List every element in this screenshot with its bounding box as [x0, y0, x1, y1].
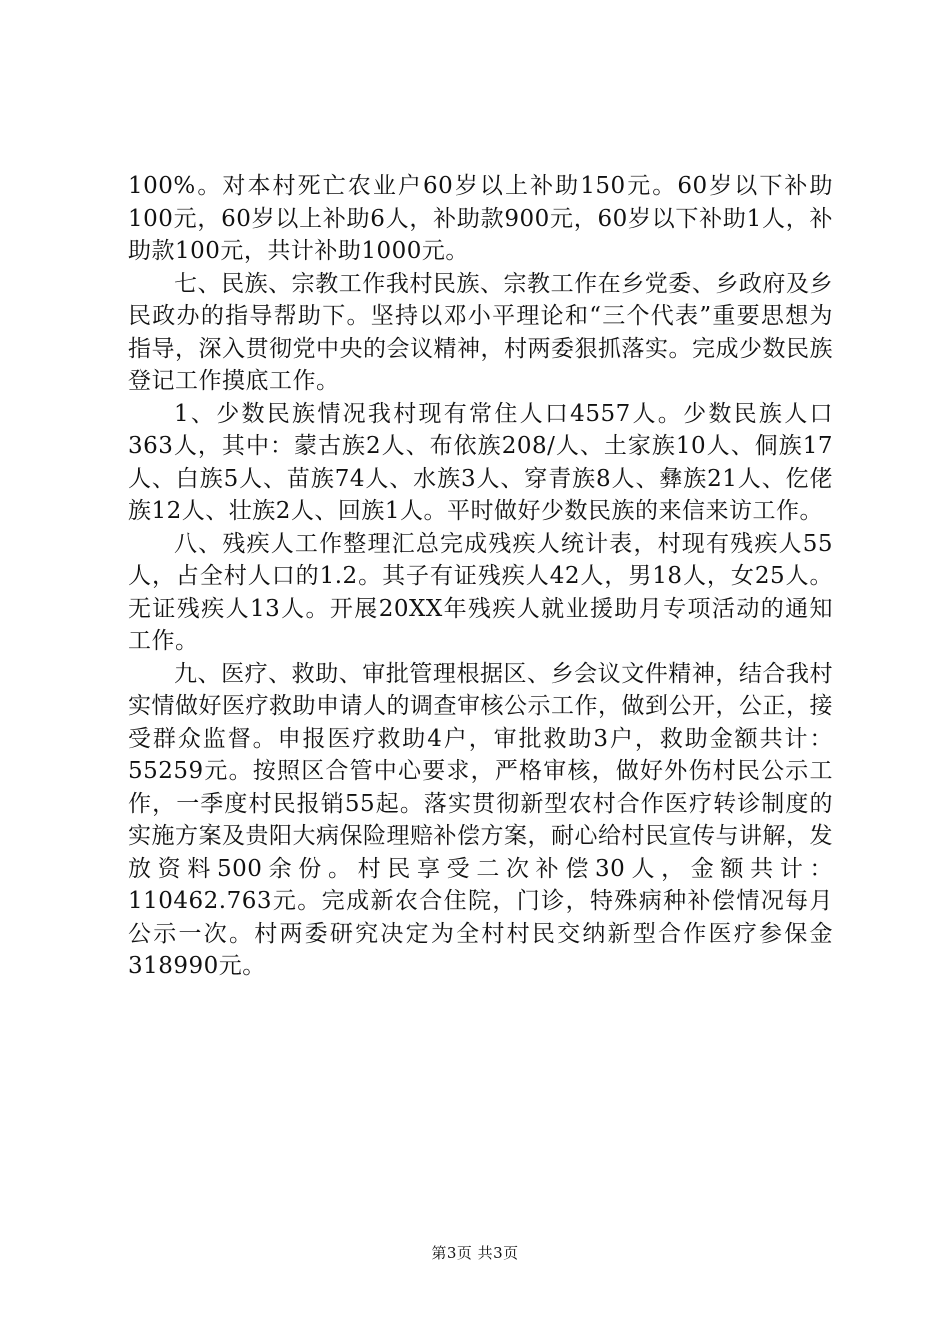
- paragraph-minority-statistics: 1、少数民族情况我村现有常住人口4557人。少数民族人口363人，其中：蒙古族2人、布依族208/人、土家族10人、侗族17人、白族5人、苗族74人、水族3人、穿青族8人、彝族21人、仡佬族12人、壮族2人、回族1人。平时做好少数民族的来信来访工作。: [128, 400, 833, 524]
- page-number-footer: 第3页 共3页: [431, 1244, 519, 1262]
- paragraph-ethnic-religious-work: 七、民族、宗教工作我村民族、宗教工作在乡党委、乡政府及乡民政办的指导帮助下。坚持以邓小平理论和“三个代表”重要思想为指导，深入贯彻党中央的会议精神，村两委狠抓落实。完成少数民族登记工作摸底工作。: [128, 270, 833, 394]
- paragraph-continuation: 100%。对本村死亡农业户60岁以上补助150元。60岁以下补助100元，60岁以上补助6人，补助款900元，60岁以下补助1人，补助款100元，共计补助1000元。: [128, 173, 833, 264]
- paragraph-medical-aid: 九、医疗、救助、审批管理根据区、乡会议文件精神，结合我村实情做好医疗救助申请人的调查审核公示工作，做到公开，公正，接受群众监督。申报医疗救助4户，审批救助3户，救助金额共计：55259元。按照区合管中心要求，严格审核，做好外伤村民公示工作，一季度村民报销55起。落实贯彻新型农村合作医疗转诊制度的实施方案及贵阳大病保险理赔补偿方案，耐心给村民宣传与讲解，发放资料500余份。村民享受二次补偿30人，金额共计：110462.763元。完成新农合住院，门诊，特殊病种补偿情况每月公示一次。村两委研究决定为全村村民交纳新型合作医疗参保金318990元。: [128, 660, 833, 979]
- paragraph-disabled-persons-work: 八、残疾人工作整理汇总完成残疾人统计表，村现有残疾人55人，占全村人口的1.2。其子有证残疾人42人，男18人，女25人。无证残疾人13人。开展20XX年残疾人就业援助月专项活动的通知工作。: [128, 530, 833, 654]
- document-body: [128, 170, 833, 983]
